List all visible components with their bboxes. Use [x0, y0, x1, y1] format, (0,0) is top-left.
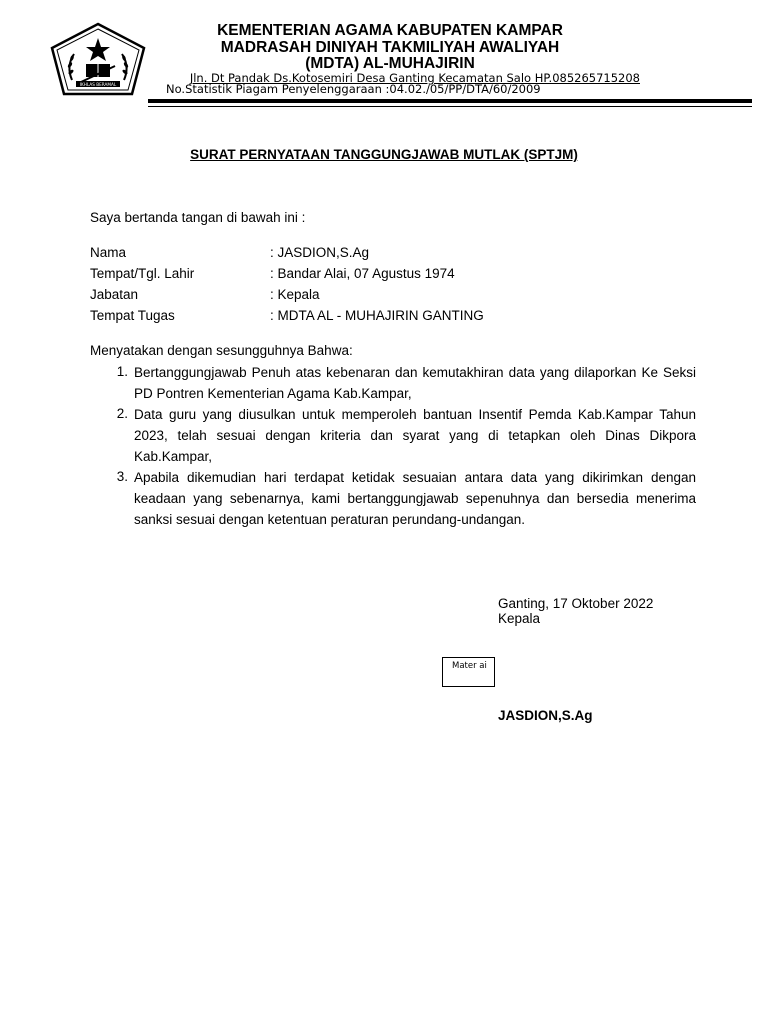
kementerian-agama-logo	[48, 22, 148, 98]
field-value-name: : JASDION,S.Ag	[270, 245, 370, 260]
list-item-text: Bertanggungjawab Penuh atas kebenaran dan kemutakhiran data yang dilaporkan Ke Seksi PD Pontren Kementerian Agama Kab.Kampar,	[134, 365, 696, 401]
document-title: SURAT PERNYATAAN TANGGUNGJAWAB MUTLAK (SPTJM)	[190, 147, 578, 162]
letterhead-school-type: MADRASAH DINIYAH TAKMILIYAH AWALIYAH	[220, 39, 560, 56]
letterhead-school-name: (MDTA) AL-MUHAJIRIN	[305, 55, 475, 72]
signatory-name: JASDION,S.Ag	[498, 708, 593, 723]
field-value-birth: : Bandar Alai, 07 Agustus 1974	[270, 266, 455, 281]
signature-position: Kepala	[498, 611, 541, 626]
letterhead-divider-thin	[148, 106, 752, 107]
intro-text: Saya bertanda tangan di bawah ini :	[90, 210, 306, 225]
letterhead-divider-thick	[148, 99, 752, 103]
letterhead-address: Jln. Dt Pandak Ds.Kotosemiri Desa Ganting Kecamatan Salo HP.085265715208	[189, 71, 640, 85]
materai-stamp-box	[442, 657, 495, 687]
field-label-position: Jabatan	[90, 287, 139, 302]
statement-heading: Menyatakan dengan sesungguhnya Bahwa:	[90, 343, 353, 358]
list-item-number: 1.	[116, 364, 128, 379]
field-label-birth: Tempat/Tgl. Lahir	[90, 266, 195, 281]
letterhead-ministry: KEMENTERIAN AGAMA KABUPATEN KAMPAR	[217, 22, 563, 39]
letterhead-statistic-number: No.Statistik Piagam Penyelenggaraan :04.02./05/PP/DTA/60/2009	[166, 82, 541, 96]
field-value-workplace: : MDTA AL - MUHAJIRIN GANTING	[270, 308, 484, 323]
list-item-number: 3.	[116, 469, 128, 484]
svg-text:IKHLAS BERAMAL: IKHLAS BERAMAL	[79, 82, 117, 87]
list-item-text: Data guru yang diusulkan untuk memperoleh bantuan Insentif Pemda Kab.Kampar Tahun 2023, telah sesuai dengan kriteria dan syarat yang di tetapkan oleh Dinas Dikpora Kab.Kampar,	[134, 407, 696, 464]
field-label-workplace: Tempat Tugas	[90, 308, 175, 323]
list-item-text: Apabila dikemudian hari terdapat ketidak sesuaian antara data yang dikirimkan dengan keadaan yang sebenarnya, kami bertanggungjawab sepenuhnya dan bersedia menerima sanksi sesuai dengan ketentuan peraturan perundang-undangan.	[134, 470, 696, 527]
field-label-name: Nama	[90, 245, 127, 260]
list-item-number: 2.	[116, 406, 128, 421]
signature-place-date: Ganting, 17 Oktober 2022	[498, 596, 654, 611]
materai-label: Mater ai	[452, 661, 487, 671]
field-value-position: : Kepala	[270, 287, 320, 302]
